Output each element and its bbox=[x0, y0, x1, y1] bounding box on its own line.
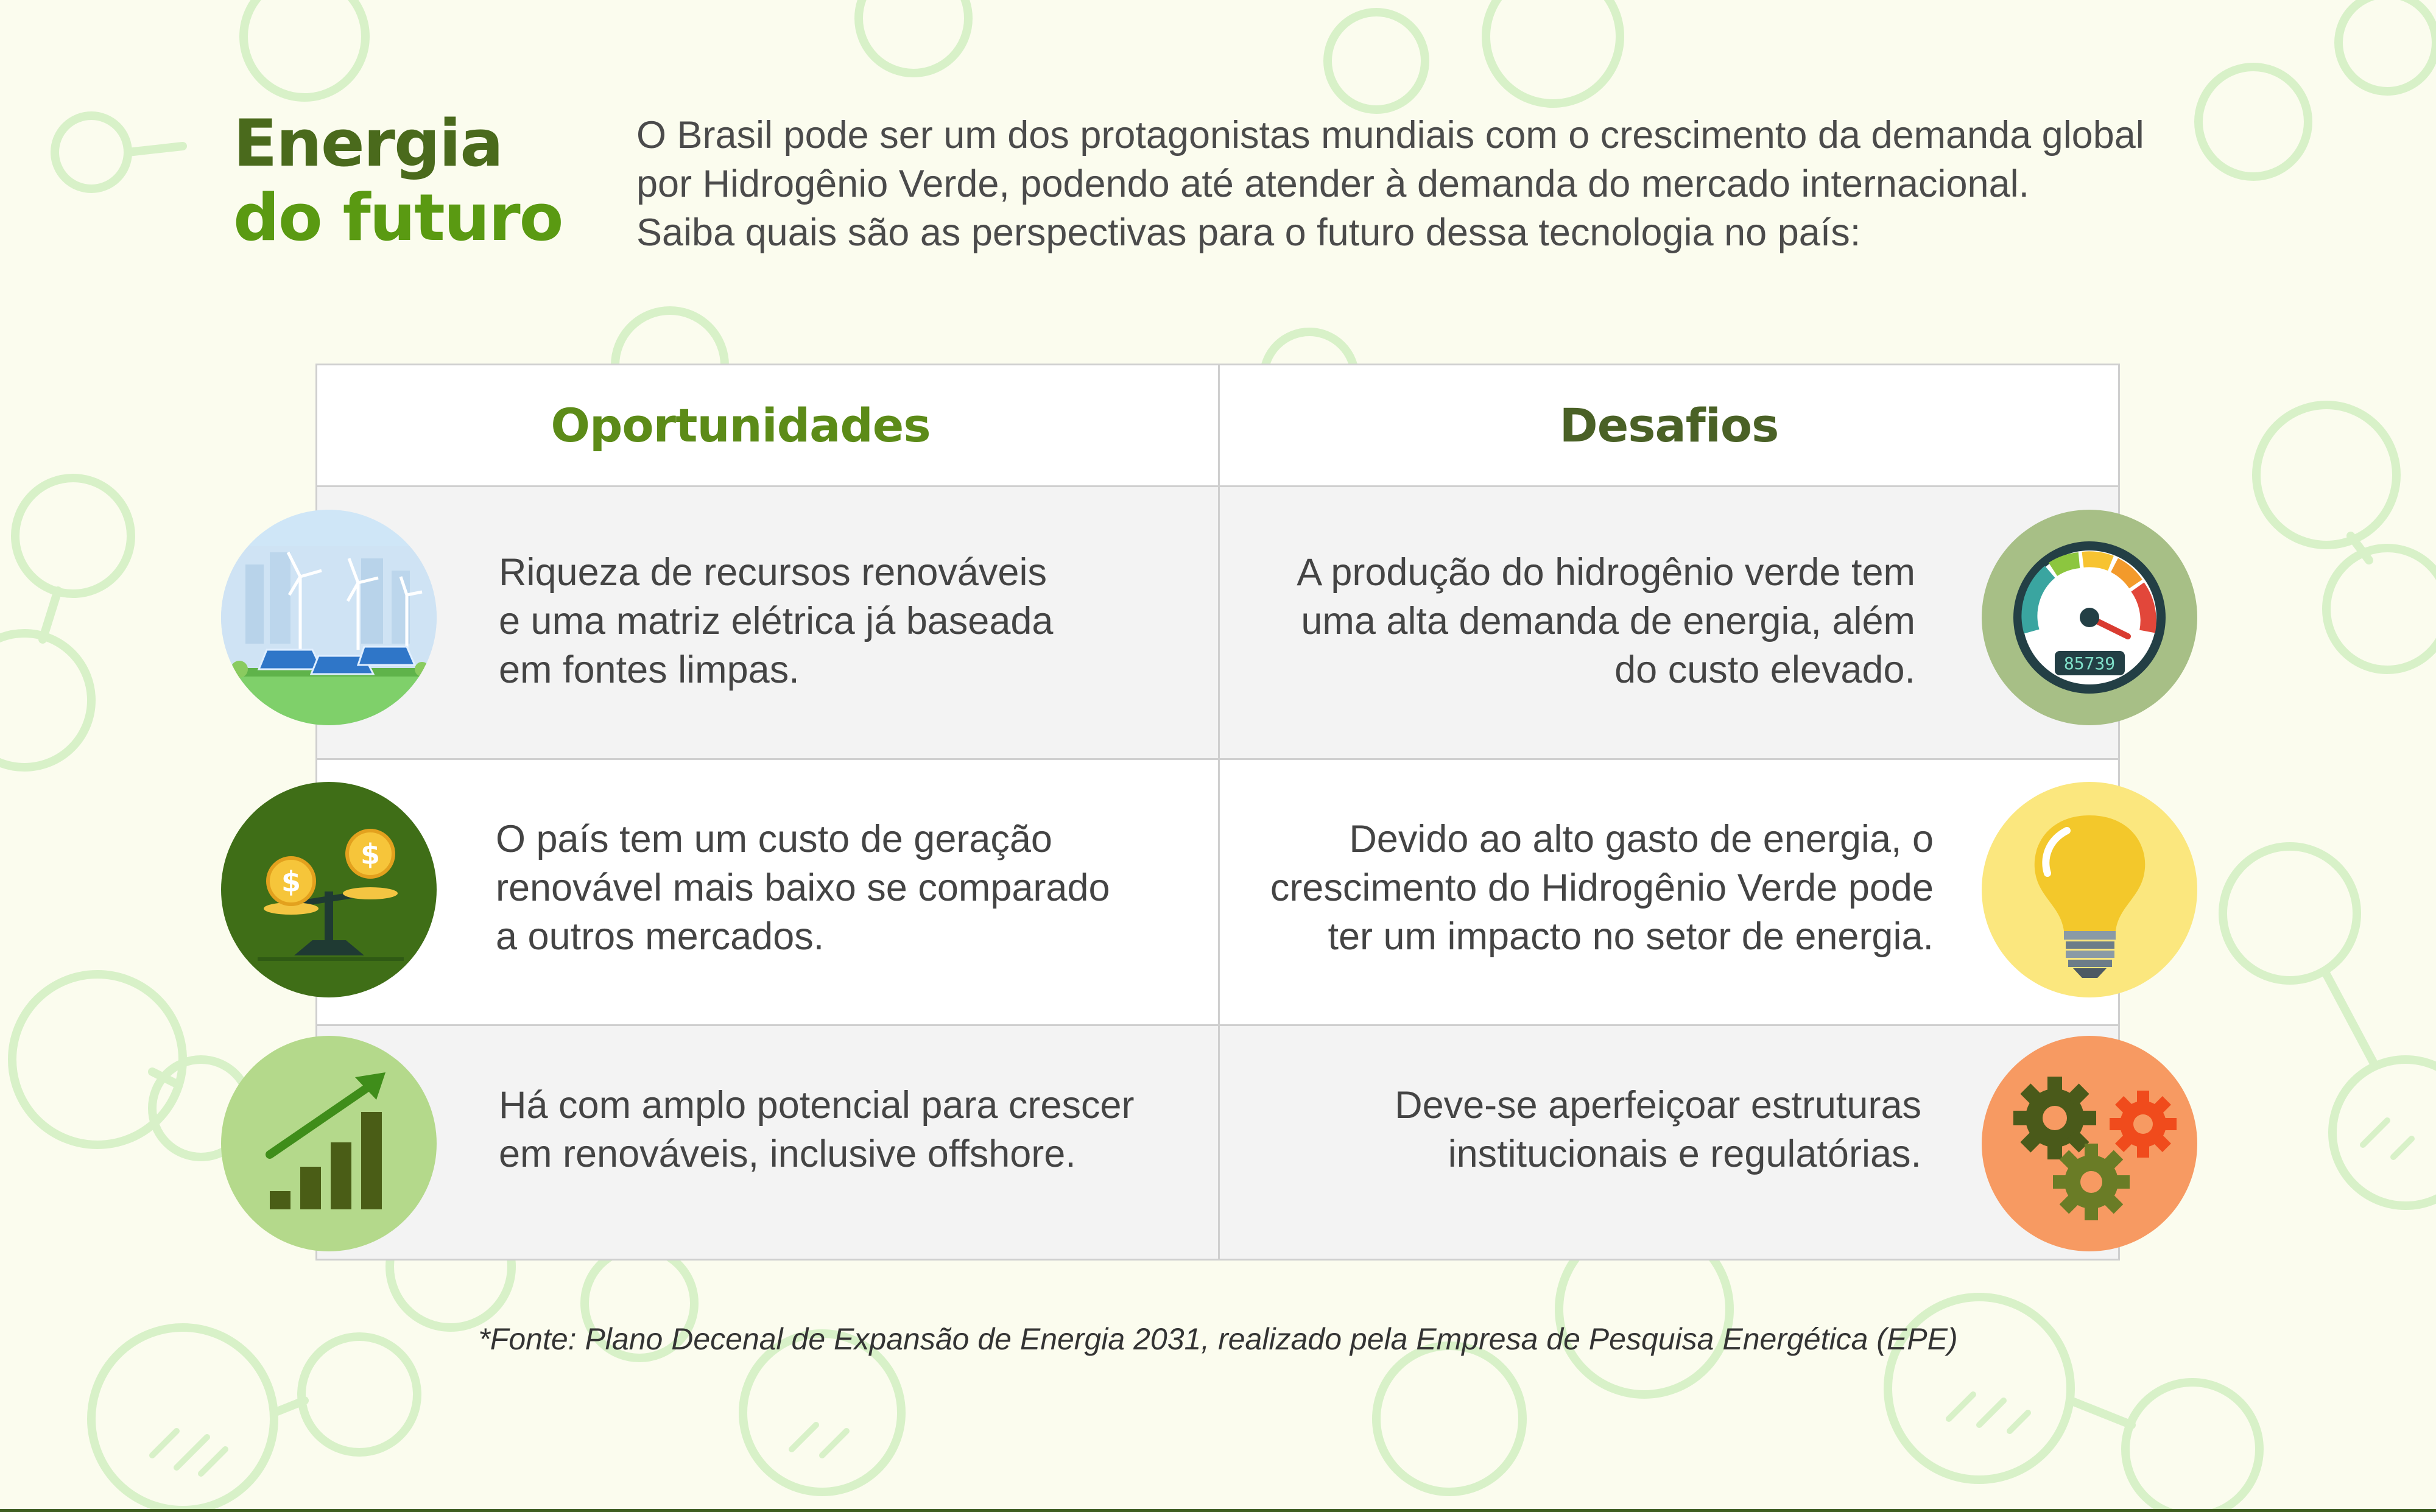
text-line: ter um impacto no setor de energia. bbox=[1328, 915, 1934, 958]
intro-paragraph bbox=[636, 111, 2281, 257]
text-line: crescimento do Hidrogênio Verde pode bbox=[1270, 867, 1934, 909]
challenge-text bbox=[1297, 548, 1915, 694]
page-title-line-2: do futuro bbox=[233, 180, 563, 255]
page-title-line-1: Energia bbox=[233, 106, 502, 181]
growth-chart-icon bbox=[221, 1036, 437, 1252]
text-line: O país tem um custo de geração bbox=[496, 818, 1052, 860]
light-bulb-icon bbox=[1982, 782, 2198, 998]
text-line: Deve-se aperfeiçoar estruturas bbox=[1395, 1084, 1921, 1127]
opportunity-text bbox=[499, 548, 1053, 694]
comparison-table bbox=[315, 364, 2120, 1261]
gears-icon bbox=[1982, 1036, 2198, 1252]
header-oportunidades: Oportunidades bbox=[551, 398, 931, 452]
challenge-text bbox=[1270, 815, 1934, 961]
text-line: em fontes limpas. bbox=[499, 649, 800, 691]
text-line: A produção do hidrogênio verde tem bbox=[1297, 551, 1915, 594]
challenge-text bbox=[1395, 1081, 1921, 1178]
intro-line-3: Saiba quais são as perspectivas para o futuro dessa tecnologia no país: bbox=[636, 211, 1861, 254]
balance-scale-coins-icon bbox=[221, 782, 437, 998]
speedometer-reading: 85739 bbox=[2063, 653, 2116, 673]
text-line: a outros mercados. bbox=[496, 915, 825, 958]
text-line: institucionais e regulatórias. bbox=[1448, 1133, 1921, 1175]
opportunity-text bbox=[499, 1081, 1134, 1178]
source-footnote: *Fonte: Plano Decenal de Expansão de Energia 2031, realizado pela Empresa de Pesquisa Energética (EPE) bbox=[478, 1322, 1958, 1356]
column-divider bbox=[1218, 365, 1220, 1259]
svg-text:$: $ bbox=[281, 865, 301, 898]
svg-text:$: $ bbox=[360, 838, 381, 871]
text-line: uma alta demanda de energia, além bbox=[1301, 600, 1915, 642]
solar-wind-farm-icon bbox=[221, 510, 437, 726]
text-line: e uma matriz elétrica já baseada bbox=[499, 600, 1054, 642]
text-line: Riqueza de recursos renováveis bbox=[499, 551, 1047, 594]
text-line: Há com amplo potencial para crescer bbox=[499, 1084, 1135, 1127]
text-line: Devido ao alto gasto de energia, o bbox=[1349, 818, 1934, 860]
bottom-rule bbox=[0, 1509, 2436, 1512]
text-line: do custo elevado. bbox=[1614, 649, 1915, 691]
page-title bbox=[233, 107, 562, 255]
opportunity-text bbox=[496, 815, 1110, 961]
intro-line-2: por Hidrogênio Verde, podendo até atender à demanda do mercado internacional. bbox=[636, 163, 2030, 205]
text-line: em renováveis, inclusive offshore. bbox=[499, 1133, 1076, 1175]
intro-line-1: O Brasil pode ser um dos protagonistas mundiais com o crescimento da demanda global bbox=[636, 114, 2144, 156]
header-desafios: Desafios bbox=[1559, 398, 1779, 452]
speedometer-icon bbox=[1982, 510, 2198, 726]
text-line: renovável mais baixo se comparado bbox=[496, 867, 1110, 909]
